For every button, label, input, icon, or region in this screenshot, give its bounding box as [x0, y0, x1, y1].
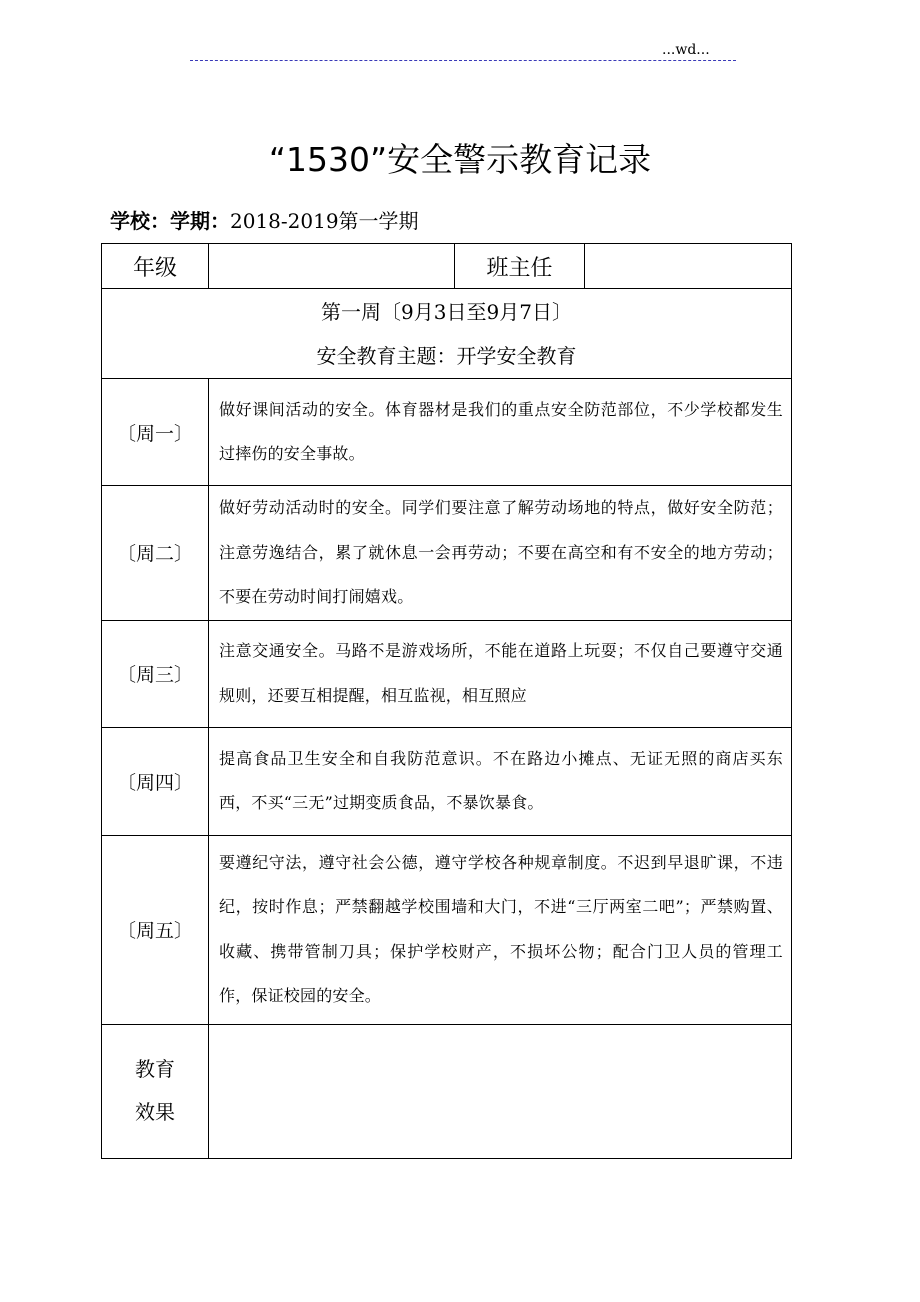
day-content-thu: 提高食品卫生安全和自我防范意识。不在路边小摊点、无证无照的商店买东西，不买“三无”过期变质食品，不暴饮暴食。: [209, 727, 792, 835]
theme-line: 安全教育主题：开学安全教育: [316, 343, 577, 368]
day-label-mon: 〔周一〕: [102, 379, 209, 486]
day-content-fri: 要遵纪守法，遵守社会公德，遵守学校各种规章制度。不迟到早退旷课，不违纪，按时作息；严禁翻越学校围墙和大门，不进“三厅两室二吧”；严禁购置、收藏、携带管制刀具；保护学校财产，不损坏公物；配合门卫人员的管理工作，保证校园的安全。: [209, 835, 792, 1024]
meta-line: [110, 205, 419, 234]
header-row: [102, 244, 792, 289]
term-label: 学期：: [170, 209, 230, 233]
day-label-thu: 〔周四〕: [102, 727, 209, 835]
day-label-wed: 〔周三〕: [102, 620, 209, 727]
day-row-tue: [102, 486, 792, 621]
effect-label-line2: 效果: [135, 1100, 175, 1124]
header-mark: ...wd...: [662, 42, 710, 58]
day-row-mon: [102, 379, 792, 486]
teacher-label: 班主任: [455, 244, 585, 289]
record-table: [101, 243, 792, 1159]
day-label-tue: 〔周二〕: [102, 486, 209, 621]
effect-label: [102, 1024, 209, 1158]
day-content-wed: 注意交通安全。马路不是游戏场所，不能在道路上玩耍；不仅自己要遵守交通规则，还要互相提醒，相互监视，相互照应: [209, 620, 792, 727]
document-title: “1530”安全警示教育记录: [268, 140, 652, 179]
grade-label: 年级: [102, 244, 209, 289]
day-row-thu: [102, 727, 792, 835]
week-line: 第一周〔9月3日至9月7日〕: [321, 299, 572, 324]
effect-row: [102, 1024, 792, 1158]
effect-value[interactable]: [209, 1024, 792, 1158]
effect-label-line1: 教育: [135, 1057, 175, 1081]
week-cell: [102, 289, 792, 379]
day-content-tue: 做好劳动活动时的安全。同学们要注意了解劳动场地的特点，做好安全防范；注意劳逸结合，累了就休息一会再劳动；不要在高空和有不安全的地方劳动；不要在劳动时间打闹嬉戏。: [209, 486, 792, 621]
teacher-value[interactable]: [585, 244, 792, 289]
day-label-fri: 〔周五〕: [102, 835, 209, 1024]
school-label: 学校：: [110, 209, 170, 233]
grade-value[interactable]: [209, 244, 455, 289]
day-content-mon: 做好课间活动的安全。体育器材是我们的重点安全防范部位，不少学校都发生过摔伤的安全事故。: [209, 379, 792, 486]
week-row: [102, 289, 792, 379]
header-dashed-rule: [190, 60, 736, 61]
day-row-fri: [102, 835, 792, 1024]
day-row-wed: [102, 620, 792, 727]
term-value: 2018-2019第一学期: [230, 209, 419, 233]
